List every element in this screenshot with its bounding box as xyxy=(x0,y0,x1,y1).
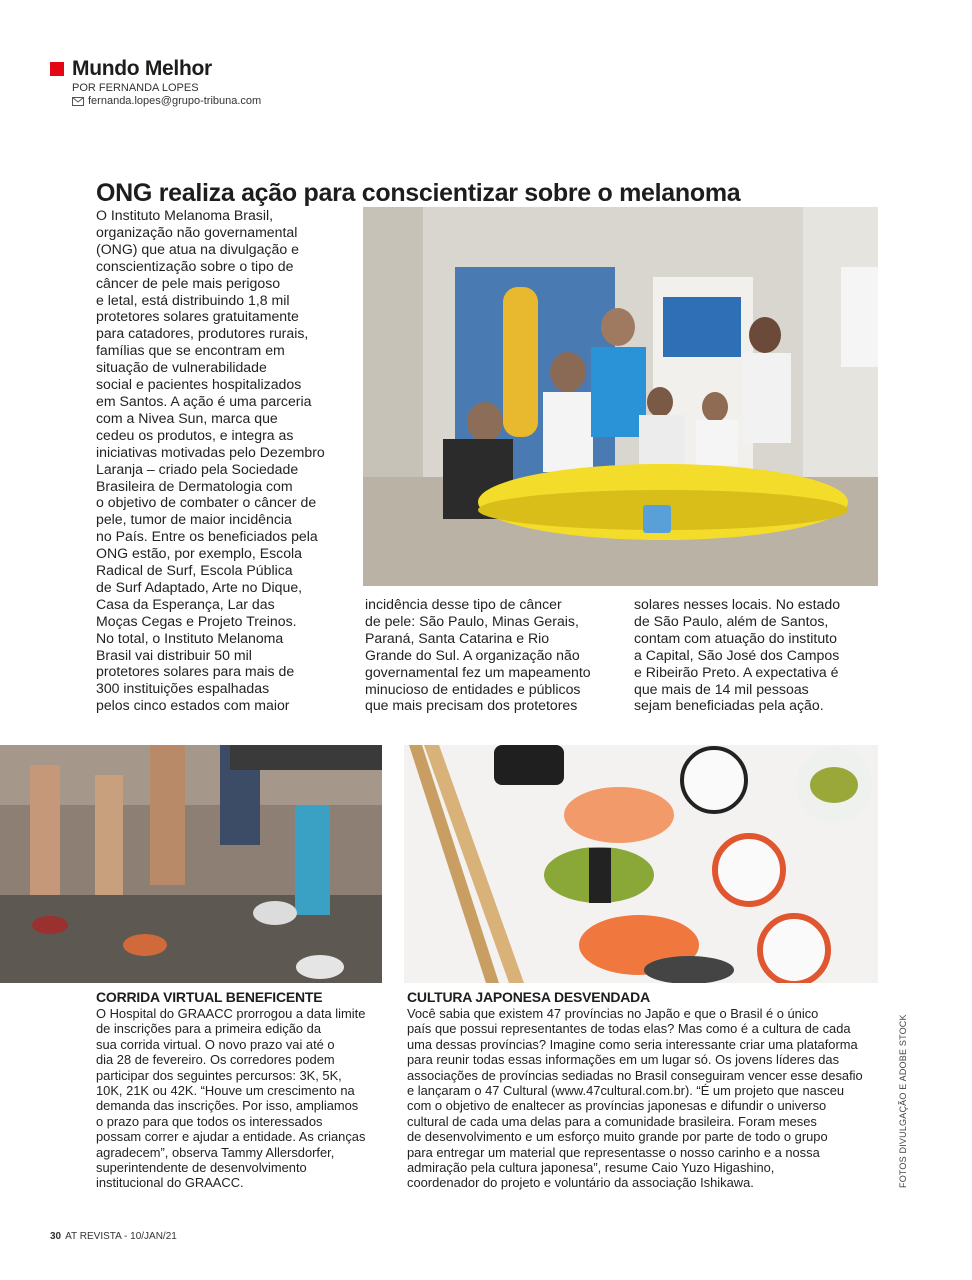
runners-photo xyxy=(0,745,382,983)
issue-info: AT REVISTA - 10/JAN/21 xyxy=(65,1231,177,1242)
story-title-cultura: CULTURA JAPONESA DESVENDADA xyxy=(407,989,650,1005)
article-column-3: solares nesses locais. No estado de São Paulo, além de Santos, contam com atuação do instituto a Capital, São José dos Campos e Ribeirão Preto. A expectativa é que mais de 14 mil pessoas sejam beneficiadas pela ação. xyxy=(634,596,841,714)
photo-credit: FOTOS DIVULGAÇÃO E ADOBE STOCK xyxy=(898,1014,908,1188)
sushi-photo xyxy=(404,745,878,983)
runners-illustration xyxy=(0,745,382,983)
article-headline: ONG realiza ação para conscientizar sobre o melanoma xyxy=(96,179,741,207)
author-email-row xyxy=(72,95,261,108)
article-column-2: incidência desse tipo de câncer de pele: São Paulo, Minas Gerais, Paraná, Santa Catarina e Rio Grande do Sul. A organização não governamental fez um mapeamento minucioso de entidades e públicos que mais precisam dos protetores xyxy=(365,596,591,714)
story-body-corrida: O Hospital do GRAACC prorrogou a data limite de inscrições para a primeira edição da sua corrida virtual. O novo prazo vai até o dia 28 de fevereiro. Os corredores podem participar dos seguintes percursos: 3K, 5K, 10K, 21K ou 42K. “Houve um crescimento na demanda das inscrições. Por isso, ampliamos o prazo para que todos os interessados possam correr e ajudar a entidade. As crianças agradecem”, observa Tammy Allersdorfer, superintendente de desenvolvimento institucional do GRAACC. xyxy=(96,1006,366,1191)
ong-group-photo xyxy=(363,207,878,586)
envelope-icon xyxy=(72,97,84,106)
byline: POR FERNANDA LOPES xyxy=(72,82,199,94)
sushi-illustration xyxy=(404,745,878,983)
page-footer xyxy=(50,1231,177,1242)
ong-group-illustration xyxy=(363,207,878,586)
article-column-1: O Instituto Melanoma Brasil, organização não governamental (ONG) que atua na divulgação e conscientização sobre o tipo de câncer de pele mais perigoso e letal, está distribuindo 1,8 mil protetores solares gratuitamente para catadores, produtores rurais, famílias que se encontram em situação de vulnerabilidade social e pacientes hospitalizados em Santos. A ação é uma parceria com a Nivea Sun, marca que cedeu os produtos, e integra as iniciativas motivadas pelo Dezembro Laranja – criado pela Sociedade Brasileira de Dermatologia com o objetivo de combater o câncer de pele, tumor de maior incidência no País. Entre os beneficiados pela ONG estão, por exemplo, Escola Radical de Surf, Escola Pública de Surf Adaptado, Arte no Dique, Casa da Esperança, Lar das Moças Cegas e Projeto Treinos. No total, o Instituto Melanoma Brasil vai distribuir 50 mil protetores solares para mais de 300 instituições espalhadas pelos cinco estados com maior xyxy=(96,207,325,714)
section-marker xyxy=(50,62,64,76)
author-email[interactable]: fernanda.lopes@grupo-tribuna.com xyxy=(88,95,262,107)
story-body-cultura: Você sabia que existem 47 províncias no Japão e que o Brasil é o único país que possui representantes de todas elas? Mas como é a cultura de cada uma dessas províncias? Imagine como seria interessante criar uma plataforma para reunir todas essas informações em um lugar só. Os jovens líderes das associações de províncias sediadas no Brasil conseguiram vencer esse desafio e lançaram o 47 Cultural (www.47cultural.com.br). “É um projeto que nasceu com o objetivo de enaltecer as províncias japonesas e difundir o universo cultural de cada uma delas para a comunidade brasileira. Foram meses de desenvolvimento e um esforço muito grande por parte de todo o grupo para entregar um material que representasse o nosso carinho e a nossa admiração pela cultura japonesa”, resume Caio Yuzo Higashino, coordenador do projeto e voluntário da associação Ishikawa. xyxy=(407,1006,863,1191)
section-title: Mundo Melhor xyxy=(72,57,212,80)
page-number: 30 xyxy=(50,1231,62,1242)
story-title-corrida: CORRIDA VIRTUAL BENEFICENTE xyxy=(96,989,323,1005)
